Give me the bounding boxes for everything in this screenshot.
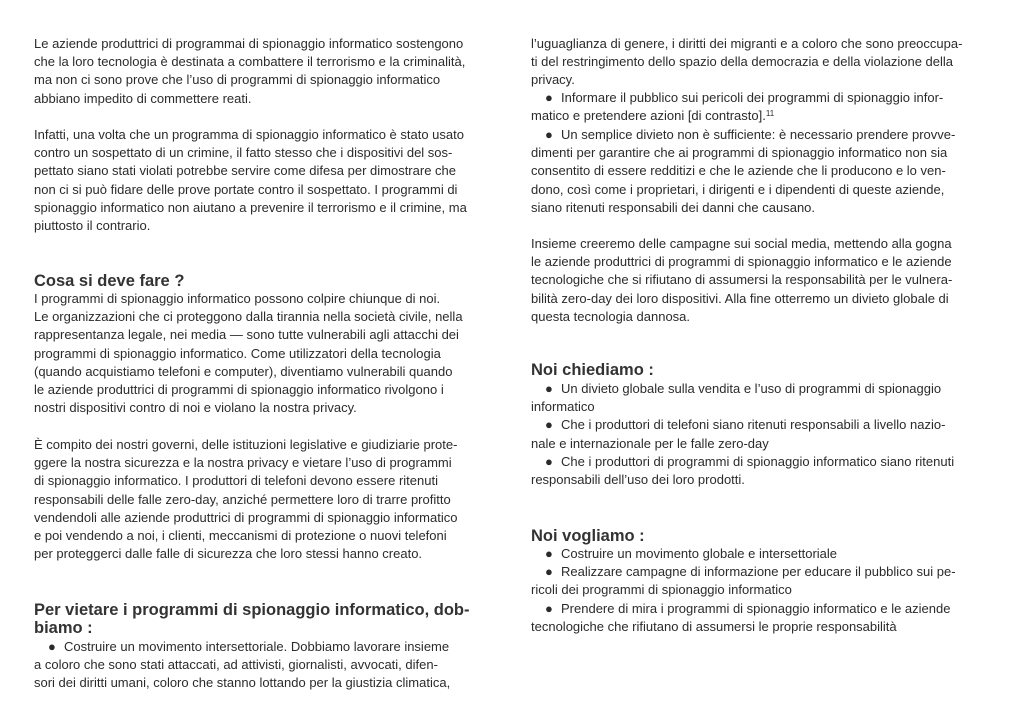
bullet-icon: ● [545,453,553,469]
bullet-icon: ● [545,417,553,433]
text-line: tecnologiche che rifiutano di assumersi le proprie responsabilità [531,618,897,634]
text-line: dono, così come i proprietari, i dirigenti e i dipendenti di queste aziende, [531,181,945,197]
text-line: nostri dispositivi contro di noi e violano la nostra privacy. [34,400,357,416]
text-line: le aziende produttrici di programmi di spionaggio informatico rivolgono i [34,382,444,398]
text-line: ma non ci sono prove che l’uso di programmi di spionaggio informatico [34,72,441,88]
text-line: È compito dei nostri governi, delle istituzioni legislative e giudiziarie prote- [34,437,458,452]
text-line: Costruire un movimento intersettoriale. Dobbiamo lavorare insieme [64,639,450,654]
text-line: Le organizzazioni che ci proteggono dalla tirannia nella società civile, nella [34,309,463,325]
bullet-icon: ● [545,90,553,105]
bullet-ban-not-enough [531,126,955,217]
bullet-icon: ● [545,600,553,616]
paragraph-evidence [34,126,467,235]
bullet-inform-public [531,89,943,125]
bullet-build-movement-continued [531,35,962,90]
text-line: ricoli dei programmi di spionaggio informatico [531,582,792,598]
text-line: a coloro che sono stati attaccati, ad attivisti, giornalisti, avvocati, difen- [34,657,438,673]
text-line: Infatti, una volta che un programma di spionaggio informatico è stato usato [34,127,464,142]
text-line: spionaggio informatico non aiutano a prevenire il terrorismo e il crimine, ma [34,199,467,215]
text-line: Costruire un movimento globale e intersettoriale [561,546,838,561]
footnote-marker: 11 [765,109,775,119]
text-line: responsabili delle falle zero-day, anziché permettere loro di trarre profitto [34,491,451,507]
text-line: privacy. [531,72,575,88]
text-line: consentito di essere redditizi e che le aziende che li producono e lo ven- [531,163,946,179]
heading-per-vietare [34,601,469,637]
bullet-build-movement [34,638,450,693]
paragraph-who-affected [34,290,463,417]
bullet-icon: ● [545,381,553,396]
text-line: Insieme creeremo delle campagne sui social media, mettendo alla gogna [531,236,952,251]
text-line: le aziende produttrici di programmi di spionaggio informatico e le aziende [531,254,952,270]
text-line: tecnologiche che si rifiutano di assumersi la responsabilità per le vulnera- [531,272,953,288]
text-line: non ci si può fidare delle prove portate contro il sospettato. I programmi di [34,181,458,197]
wants-list [531,545,956,636]
text-line: Informare il pubblico sui pericoli dei programmi di spionaggio infor- [561,90,944,105]
text-line: I programmi di spionaggio informatico possono colpire chiunque di noi. [34,291,441,306]
bullet-icon: ● [545,127,553,142]
text-line: questa tecnologia dannosa. [531,308,691,324]
text-line: Realizzare campagne di informazione per educare il pubblico sui pe- [561,564,956,580]
text-line: dimenti per garantire che ai programmi di spionaggio informatico non sia [531,145,948,161]
text-line: (quando acquistiamo telefoni e computer), diventiamo vulnerabili quando [34,363,453,379]
text-line: e poi vendendo a noi, i clienti, meccanismi di protezione o nuovi telefoni [34,528,447,544]
text-line: di spionaggio informatico. I produttori di telefoni devono essere ritenuti [34,473,438,489]
heading-line: Per vietare i programmi di spionaggio informatico, dob- [34,601,470,619]
text-line: Un divieto globale sulla vendita e l’uso di programmi di spionaggio [561,381,942,396]
bullet-icon: ● [545,546,553,561]
paragraph-campaigns [531,235,952,326]
heading-noi-vogliamo: Noi vogliamo : [531,527,645,545]
bullet-icon: ● [545,564,553,580]
text-line: Che i produttori di telefoni siano ritenuti responsabili a livello nazio- [561,417,946,433]
bullet-icon: ● [48,639,56,654]
text-line: l’uguaglianza di genere, i diritti dei migranti e a coloro che sono preoccupa- [531,36,963,51]
text-line: che la loro tecnologia è destinata a combattere il terrorismo e la criminalità, [34,54,466,70]
text-line: programmi di spionaggio informatico. Come utilizzatori della tecnologia [34,345,441,361]
text-line: vendendoli alle aziende produttrici di programmi di spionaggio informatico [34,509,458,525]
text-line: Le aziende produttrici di programmai di spionaggio informatico sostengono [34,36,464,51]
text-line: Che i produttori di programmi di spionaggio informatico siano ritenuti [561,453,955,469]
heading-line: biamo : [34,619,93,637]
paragraph-government-duty [34,436,457,563]
text-line: per proteggerci dalle falle di sicurezza che loro stessi hanno creato. [34,546,423,562]
text-line: pettato siano stati violati potrebbe servire come difesa per dimostrare che [34,163,456,179]
text-line: responsabili dell’uso dei loro prodotti. [531,472,745,488]
text-line: contro un sospettato di un crimine, il fatto stesso che i dispositivi del sos- [34,145,453,161]
text-line: ti del restringimento dello spazio della democrazia e della violazione della [531,54,954,70]
text-line: siano ritenuti responsabili dei danni che causano. [531,199,816,215]
text-line: sori dei diritti umani, coloro che stanno lottando per la giustizia climatica, [34,675,451,691]
text-line: ggere la nostra sicurezza e la nostra privacy e vietare l’uso di programmi [34,455,452,471]
text-line: rappresentanza legale, nei media — sono tutte vulnerabili agli attacchi dei [34,327,459,343]
paragraph-claims [34,35,465,108]
text-line: matico e pretendere azioni [di contrasto]. [531,108,766,124]
heading-noi-chiediamo: Noi chiediamo : [531,361,654,379]
demands-list [531,380,954,489]
text-line: abbiano impedito di commettere reati. [34,90,252,106]
text-line: Un semplice divieto non è sufficiente: è necessario prendere provve- [561,127,956,142]
text-line: informatico [531,399,595,415]
heading-cosa-si-deve-fare: Cosa si deve fare ? [34,272,185,290]
text-line: bilità zero-day dei loro dispositivi. Alla fine otterremo un divieto globale di [531,290,949,306]
text-line: piuttosto il contrario. [34,218,151,234]
text-line: nale e internazionale per le falle zero-day [531,435,769,451]
text-line: Prendere di mira i programmi di spionaggio informatico e le aziende [561,600,951,616]
